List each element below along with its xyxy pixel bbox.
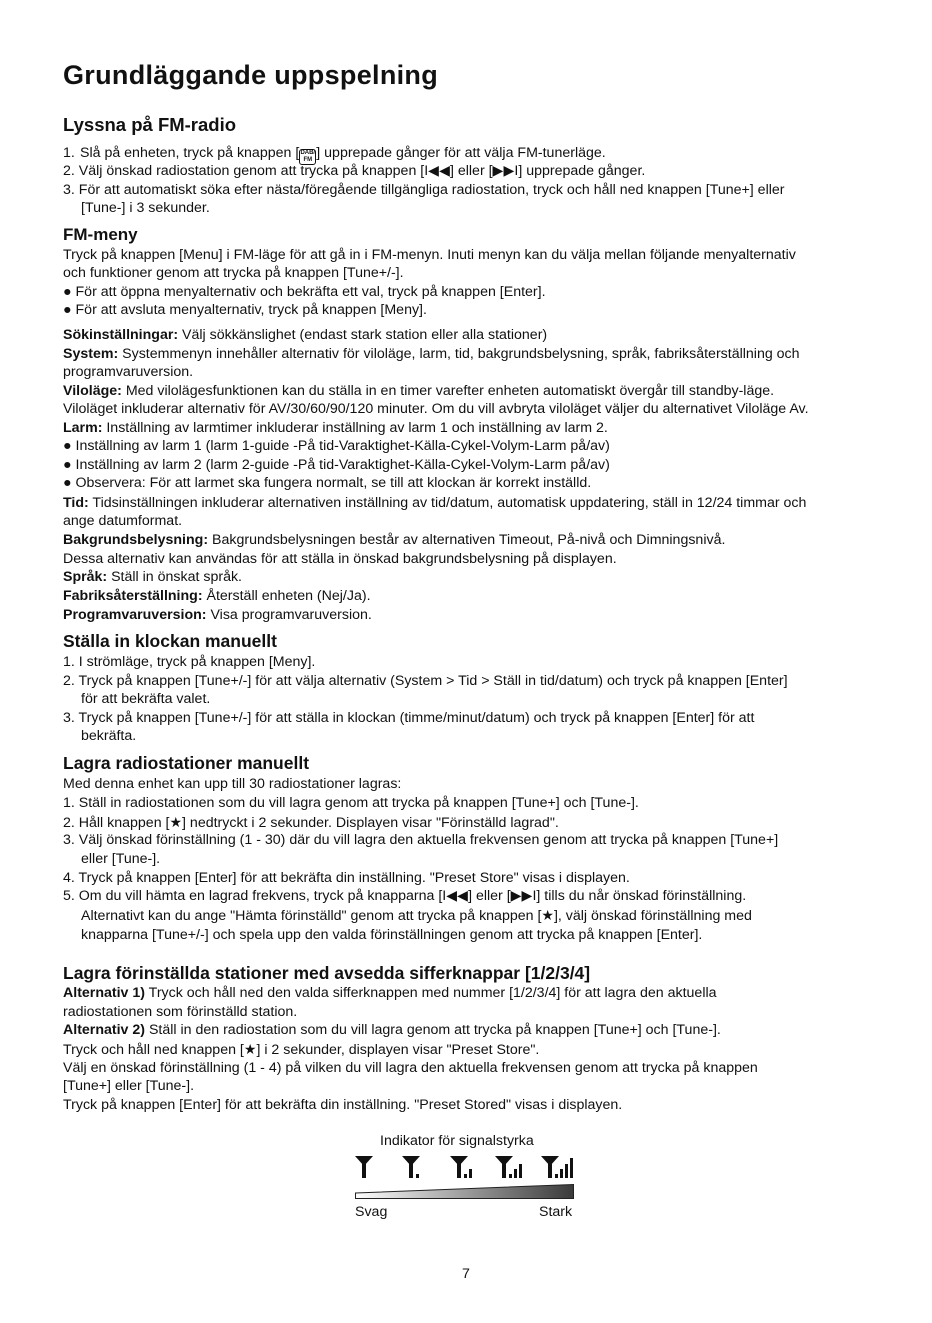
star-icon: ★ xyxy=(541,907,554,923)
store-step-3: 3. Välj önskad förinställning (1 - 30) där du vill lagra den aktuella frekvensen genom att trycka på knappen [Tune+] xyxy=(63,832,779,848)
preset-line-4: Välj en önskad förinställning (1 - 4) på vilken du vill lagra den aktuella frekvensen genom att trycka på knappen xyxy=(63,1060,758,1076)
term-label: System: xyxy=(63,346,119,362)
backlight-line-cont: Dessa alternativ kan användas för att ställa in önskad bakgrundsbelysning på displayen. xyxy=(63,551,617,567)
system-line xyxy=(63,345,800,363)
fm-radio-heading: Lyssna på FM-radio xyxy=(63,114,237,135)
signal-weak-label: Svag xyxy=(355,1204,388,1220)
store-step-4: 4. Tryck på knappen [Enter] för att bekräfta din inställning. "Preset Store" visas i displayen. xyxy=(63,870,630,886)
clock-step-2: 2. Tryck på knappen [Tune+/-] för att välja alternativ (System > Tid > Ställ in tid/datum) och tryck på knappen [Enter] xyxy=(63,673,788,689)
star-icon: ★ xyxy=(169,814,183,830)
alarm-bullet-2: ● Inställning av larm 2 (larm 2-guide -På tid-Varaktighet-Källa-Cykel-Volym-Larm på/av) xyxy=(63,457,610,473)
term-text: Visa programvaruversion. xyxy=(206,607,372,623)
term-label: Viloläge: xyxy=(63,383,122,399)
sleep-line-cont: Viloläget inkluderar alternativ för AV/30/60/90/120 minuter. Om du vill avbryta viloläget väljer du alternativet Viloläge Av. xyxy=(63,401,809,417)
signal-gradient-bar xyxy=(355,1184,574,1199)
page-title: Grundläggande uppspelning xyxy=(63,60,438,90)
sleep-line xyxy=(63,382,774,400)
term-label: Tid: xyxy=(63,495,89,511)
star-icon: ★ xyxy=(243,1041,257,1057)
step-text: ] upprepade gånger för att välja FM-tunerläge. xyxy=(316,145,606,161)
store-heading: Lagra radiostationer manuellt xyxy=(63,753,310,773)
term-label: Språk: xyxy=(63,569,108,585)
step-text: Tryck och håll ned knappen [ xyxy=(63,1042,244,1058)
preset-heading: Lagra förinställda stationer med avsedda sifferknappar [1/2/3/4] xyxy=(63,963,591,983)
antenna-icon-4-bars xyxy=(541,1156,573,1178)
term-text: Bakgrundsbelysningen består av alternativen Timeout, På-nivå och Dimningsnivå. xyxy=(208,532,726,548)
menu-bullet-1: ● För att öppna menyalternativ och bekräfta ett val, tryck på knappen [Enter]. xyxy=(63,284,546,300)
search-settings-line xyxy=(63,326,547,344)
term-text: Med vilolägesfunktionen kan du ställa in en timer varefter enheten automatiskt övergår till standby-läge. xyxy=(121,383,775,399)
signal-strong-label: Stark xyxy=(539,1204,573,1220)
store-step-1: 1. Ställ in radiostationen som du vill lagra genom att trycka på knappen [Tune+] och [Tune-]. xyxy=(63,795,639,811)
antenna-icon-0-bars xyxy=(355,1156,373,1178)
backlight-line xyxy=(63,531,725,549)
step-text: 2. Håll knappen [ xyxy=(63,815,170,831)
step-text: ] nedtryckt i 2 sekunder. Displayen visar "Förinställd lagrad". xyxy=(182,815,559,831)
antenna-icon-2-bars xyxy=(450,1156,472,1178)
software-version-line xyxy=(63,606,372,624)
clock-step-1: 1. I strömläge, tryck på knappen [Meny]. xyxy=(63,654,316,670)
term-text: Återställ enheten (Nej/Ja). xyxy=(202,588,371,604)
time-line xyxy=(63,494,806,512)
term-text: Tidsinställningen inkluderar alternativen inställning av tid/datum, automatisk uppdatering, ställ in 12/24 timmar och xyxy=(88,495,807,511)
preset-line-5: [Tune+] eller [Tune-]. xyxy=(63,1078,195,1094)
term-text: Inställning av larmtimer inkluderar inställning av larm 1 och inställning av larm 2. xyxy=(102,420,608,436)
store-intro: Med denna enhet kan upp till 30 radiostationer lagras: xyxy=(63,776,402,792)
preset-alt-1-cont: radiostationen som förinställd station. xyxy=(63,1004,298,1020)
fm-step-2: 2. Välj önskad radiostation genom att trycka på knappen [I◀◀] eller [▶▶I] upprepade gånger. xyxy=(63,163,646,179)
signal-indicator-title: Indikator för signalstyrka xyxy=(380,1133,534,1149)
antenna-icon-3-bars xyxy=(495,1156,522,1178)
term-text: Välj sökkänslighet (endast stark station eller alla stationer) xyxy=(178,327,548,343)
alarm-bullet-1: ● Inställning av larm 1 (larm 1-guide -På tid-Varaktighet-Källa-Cykel-Volym-Larm på/av) xyxy=(63,438,610,454)
menu-bullet-2: ● För att avsluta menyalternativ, tryck på knappen [Meny]. xyxy=(63,302,427,318)
fm-step-3: 3. För att automatiskt söka efter nästa/föregående tillgängliga radiostation, tryck och håll ned knappen [Tune+] eller xyxy=(63,182,785,198)
clock-step-3: 3. Tryck på knappen [Tune+/-] för att ställa in klockan (timme/minut/datum) och tryck på knappen [Enter] för att xyxy=(63,710,755,726)
term-label: Fabriksåterställning: xyxy=(63,588,203,604)
term-label: Alternativ 1) xyxy=(63,985,145,1001)
icon-label-top: DAB/ xyxy=(300,150,316,156)
preset-alt-2 xyxy=(63,1021,721,1039)
store-step-3-cont: eller [Tune-]. xyxy=(81,851,161,867)
store-step-5: 5. Om du vill hämta en lagrad frekvens, tryck på knapparna [I◀◀] eller [▶▶I] tills du når önskad förinställning. xyxy=(63,888,747,904)
icon-label-bottom: FM xyxy=(303,157,313,163)
clock-heading: Ställa in klockan manuellt xyxy=(63,631,277,651)
system-line-cont: programvaruversion. xyxy=(63,364,194,380)
fm-step-3-cont: [Tune-] i 3 sekunder. xyxy=(81,200,210,216)
signal-strength-icons xyxy=(355,1152,577,1182)
alarm-line xyxy=(63,419,608,437)
page-number: 7 xyxy=(462,1266,470,1282)
menu-intro-1: Tryck på knappen [Menu] i FM-läge för att gå in i FM-menyn. Inuti menyn kan du välja mellan följande menyalternativ xyxy=(63,247,796,263)
step-text: ], välj önskad förinställning med xyxy=(553,908,752,924)
term-label: Sökinställningar: xyxy=(63,327,179,343)
clock-step-3-cont: bekräfta. xyxy=(81,728,137,744)
term-label: Bakgrundsbelysning: xyxy=(63,532,209,548)
preset-line-3 xyxy=(63,1040,539,1059)
antenna-icon-1-bar xyxy=(402,1156,420,1178)
store-step-5-cont xyxy=(81,906,752,925)
fm-menu-heading: FM-meny xyxy=(63,225,138,244)
alarm-bullet-3: ● Observera: För att larmet ska fungera normalt, se till att klockan är korrekt inställd. xyxy=(63,475,592,491)
term-label: Larm: xyxy=(63,420,103,436)
term-label: Alternativ 2) xyxy=(63,1022,145,1038)
term-text: Systemmenyn innehåller alternativ för viloläge, larm, tid, bakgrundsbelysning, språk, fabriksåterställning och xyxy=(118,346,800,362)
language-line xyxy=(63,568,242,586)
step-text: Slå på enheten, tryck på knappen [ xyxy=(80,145,300,161)
preset-alt-1 xyxy=(63,984,717,1002)
term-text: Ställ in önskat språk. xyxy=(107,569,242,585)
term-label: Programvaruversion: xyxy=(63,607,207,623)
factory-reset-line xyxy=(63,587,371,605)
store-step-2 xyxy=(63,813,559,832)
clock-step-2-cont: för att bekräfta valet. xyxy=(81,691,211,707)
term-text: Ställ in den radiostation som du vill lagra genom att trycka på knappen [Tune+] och [Tune-]. xyxy=(145,1022,721,1038)
menu-intro-2: och funktioner genom att trycka på knappen [Tune+/-]. xyxy=(63,265,404,281)
step-text: Alternativt kan du ange "Hämta förinställd" genom att trycka på knappen [ xyxy=(81,908,542,924)
preset-line-6: Tryck på knappen [Enter] för att bekräfta din inställning. "Preset Stored" visas i displayen. xyxy=(63,1097,623,1113)
step-text: ] i 2 sekunder, displayen visar "Preset Store". xyxy=(256,1042,540,1058)
step-number: 1. xyxy=(63,145,75,161)
store-step-5-cont2: knapparna [Tune+/-] och spela upp den valda förinställningen genom att trycka på knappen [Enter]. xyxy=(81,927,703,943)
time-line-cont: ange datumformat. xyxy=(63,513,183,529)
term-text: Tryck och håll ned den valda sifferknappen med nummer [1/2/3/4] för att lagra den aktuella xyxy=(145,985,717,1001)
